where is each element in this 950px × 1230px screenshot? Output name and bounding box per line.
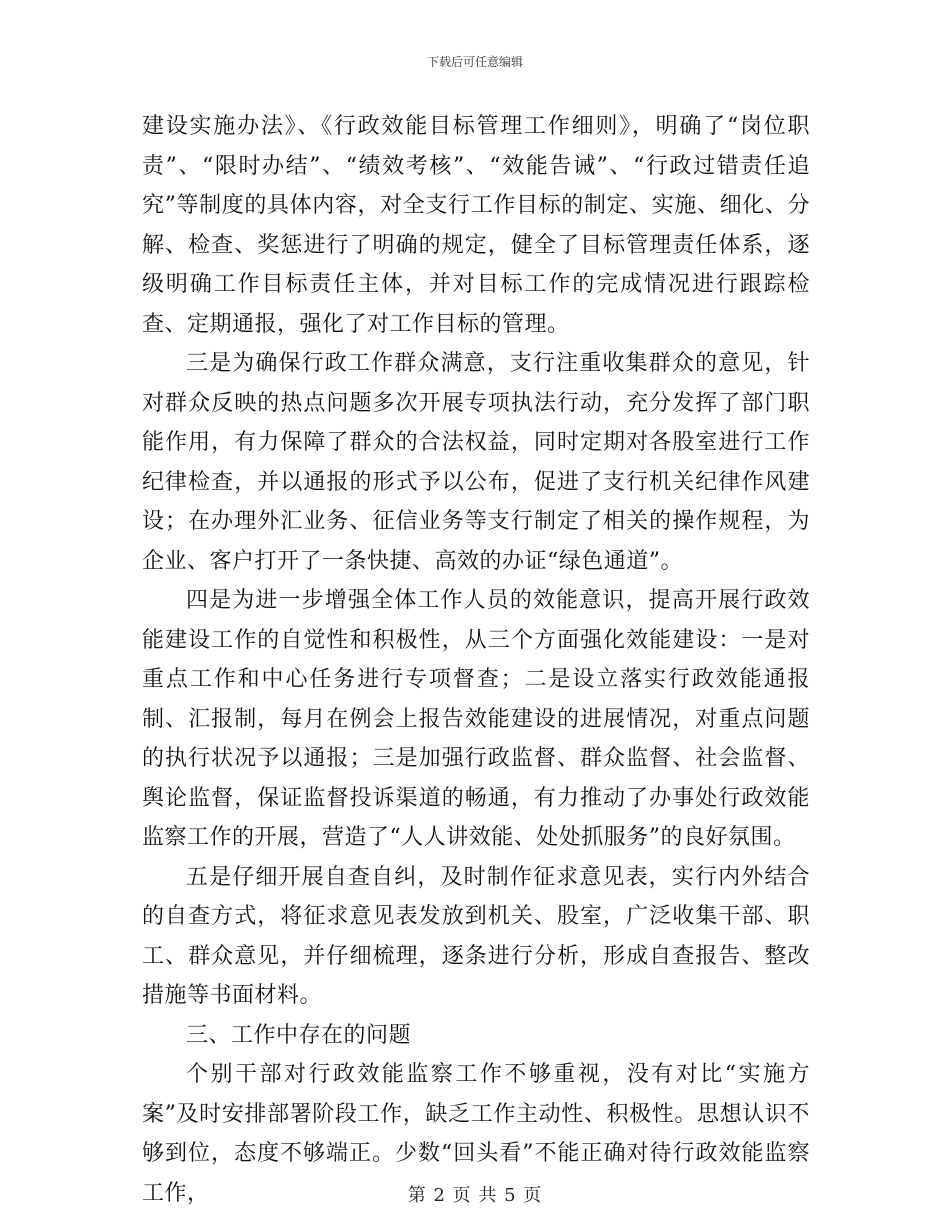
document-body (142, 107, 810, 1213)
paragraph-point-five: 五是仔细开展自查自纠，及时制作征求意见表，实行内外结合的自查方式，将征求意见表发放到机关、股室，广泛收集干部、职工、群众意见，并仔细梳理，逐条进行分析，形成自查报告、整改措施等书面材料。 (142, 864, 810, 1008)
paragraph-problems: 个别干部对行政效能监察工作不够重视，没有对比“实施方案”及时安排部署阶段工作，缺乏工作主动性、积极性。思想认识不够到位，态度不够端正。少数“回头看”不能正确对待行政效能监察工作， (142, 1062, 810, 1206)
paragraph-continuation: 建设实施办法》、《行政效能目标管理工作细则》，明确了“岗位职责”、“限时办结”、“绩效考核”、“效能告诫”、“行政过错责任追究”等制度的具体内容，对全支行工作目标的制定、实施、细化、分解、检查、奖惩进行了明确的规定，健全了目标管理责任体系，逐级明确工作目标责任主体，并对目标工作的完成情况进行跟踪检查、定期通报，强化了对工作目标的管理。 (142, 114, 810, 337)
paragraph-point-four: 四是为进一步增强全体工作人员的效能意识，提高开展行政效能建设工作的自觉性和积极性，从三个方面强化效能建设：一是对重点工作和中心任务进行专项督查；二是设立落实行政效能通报制、汇报制，每月在例会上报告效能建设的进展情况，对重点问题的执行状况予以通报；三是加强行政监督、群众监督、社会监督、舆论监督，保证监督投诉渠道的畅通，有力推动了办事处行政效能监察工作的开展，营造了“人人讲效能、处处抓服务”的良好氛围。 (142, 588, 810, 850)
page-header-note: 下载后可任意编辑 (426, 55, 523, 69)
section-heading-problems: 三、工作中存在的问题 (186, 1022, 412, 1048)
paragraph-point-three: 三是为确保行政工作群众满意，支行注重收集群众的意见，针对群众反映的热点问题多次开展专项执法行动，充分发挥了部门职能作用，有力保障了群众的合法权益，同时定期对各股室进行工作纪律检查，并以通报的形式予以公布，促进了支行机关纪律作风建设；在办理外汇业务、征信业务等支行制定了相关的操作规程，为企业、客户打开了一条快捷、高效的办证“绿色通道”。 (142, 351, 810, 574)
page-number-footer: 第 2 页 共 5 页 (407, 1185, 543, 1206)
